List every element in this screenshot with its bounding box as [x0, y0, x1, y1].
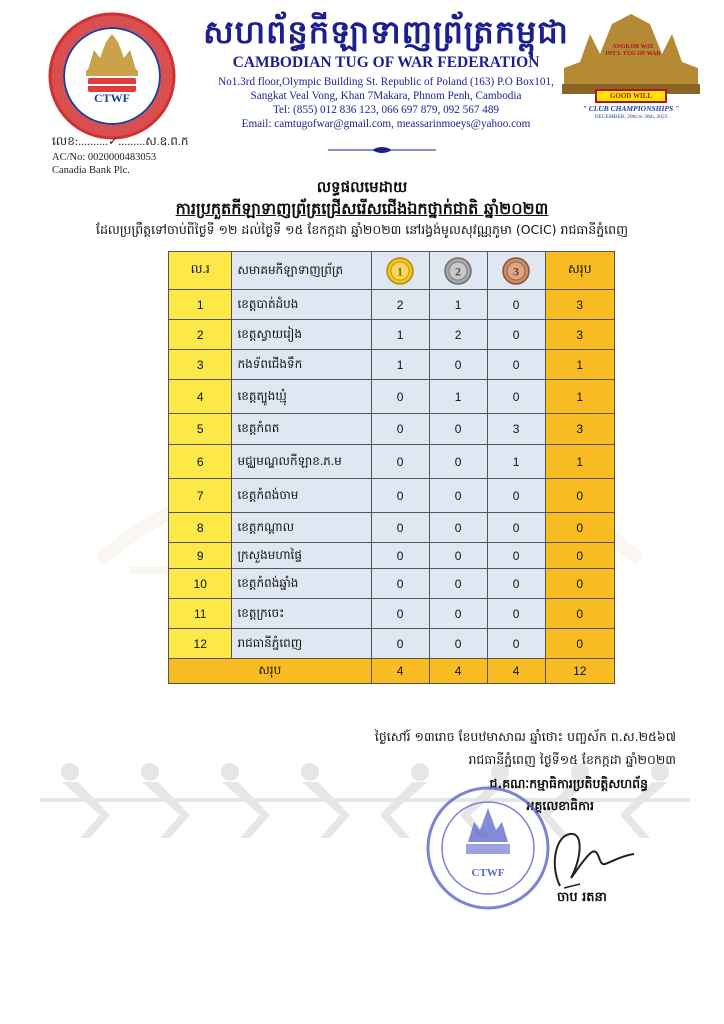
stamp-text: CTWF — [471, 867, 505, 879]
medal-table — [168, 251, 615, 684]
association-name: ខេត្តក្រចេះ — [232, 599, 371, 629]
row-number: 10 — [169, 569, 232, 599]
row-number: 8 — [169, 513, 232, 543]
association-name: កងទ័ពជើងទឹក — [232, 350, 371, 380]
row-number: 5 — [169, 414, 232, 445]
association-name: មជ្ឈមណ្ឌលកីឡាខ.ភ.ម — [232, 445, 371, 479]
silver-count: 0 — [429, 513, 487, 543]
header-silver — [429, 252, 487, 290]
total-count: 0 — [545, 513, 614, 543]
header-number: ល.រ — [169, 252, 232, 290]
svg-text:1: 1 — [397, 264, 404, 278]
federation-name-khmer: សហព័ន្ធកីឡាទាញព្រ័ត្រកម្ពុជា — [203, 13, 569, 51]
gold-count: 0 — [371, 599, 429, 629]
bronze-count: 0 — [487, 380, 545, 414]
logo-text: CTWF — [94, 91, 130, 105]
header-total: សរុប — [545, 252, 614, 290]
table-row — [169, 290, 615, 320]
association-name: រាជធានីភ្នំពេញ — [232, 629, 371, 659]
header-bronze — [487, 252, 545, 290]
association-name: ខេត្តកំពត — [232, 414, 371, 445]
row-number: 6 — [169, 445, 232, 479]
silver-count: 1 — [429, 380, 487, 414]
gold-count: 1 — [371, 350, 429, 380]
table-row — [169, 320, 615, 350]
silver-count: 0 — [429, 479, 487, 513]
committee-title: ជ.គណៈកម្មាធិការប្រតិបត្តិសហព័ន្ធ — [489, 776, 648, 791]
bronze-count: 0 — [487, 569, 545, 599]
association-name: ខេត្តកំពង់ឆ្នាំង — [232, 569, 371, 599]
email: Email: camtugofwar@gmail.com, meassarinmoeys@yahoo.com — [241, 118, 531, 130]
total-count: 0 — [545, 543, 614, 569]
telephone: Tel: (855) 012 836 123, 066 697 879, 092 567 489 — [272, 104, 500, 116]
gold-count: 0 — [371, 629, 429, 659]
table-row — [169, 599, 615, 629]
event-description: ដែលប្រព្រឹត្តទៅចាប់ពីថ្ងៃទី ១២ ដល់ថ្ងៃទី ១៥ ខែកក្កដា ឆ្នាំ២០២៣ នៅរង្វង់មូលសុវណ្ណភូមា (OCIC) រាជធានីភ្នំពេញ — [96, 222, 628, 237]
bronze-count: 0 — [487, 320, 545, 350]
total-count: 3 — [545, 320, 614, 350]
totals-bronze: 4 — [487, 659, 545, 684]
table-row — [169, 479, 615, 513]
address-line-1: No1.3rd floor,Olympic Building St. Republic of Poland (163) P.O Box101, — [218, 76, 554, 88]
address-line-2: Sangkat Veal Vong, Khan 7Makara, Phnom Penh, Cambodia — [250, 90, 522, 102]
table-row — [169, 629, 615, 659]
handwritten-signature — [530, 826, 640, 896]
address-block — [196, 75, 576, 131]
reference-number: លេខ:..........✓.........ស.ឧ.ព.ក — [52, 134, 189, 148]
federation-logo — [48, 12, 176, 140]
totals-silver: 4 — [429, 659, 487, 684]
silver-count: 2 — [429, 320, 487, 350]
silver-medal-icon — [444, 257, 472, 285]
association-name: ខេត្តកណ្ដាល — [232, 513, 371, 543]
silver-count: 0 — [429, 350, 487, 380]
total-count: 1 — [545, 445, 614, 479]
totals-total: 12 — [545, 659, 614, 684]
bronze-count: 0 — [487, 599, 545, 629]
gold-count: 0 — [371, 543, 429, 569]
gold-count: 0 — [371, 513, 429, 543]
account-number: AC/No: 0020000483053 — [52, 152, 157, 163]
total-count: 1 — [545, 380, 614, 414]
row-number: 12 — [169, 629, 232, 659]
bronze-count: 1 — [487, 445, 545, 479]
header-gold — [371, 252, 429, 290]
association-name: ខេត្តបាត់ដំបង — [232, 290, 371, 320]
place-and-date: រាជធានីភ្នំពេញ ថ្ងៃទី១៥ ខែកក្កដា ឆ្នាំ២០២៣ — [468, 752, 676, 767]
silver-count: 0 — [429, 414, 487, 445]
row-number: 2 — [169, 320, 232, 350]
document-title: លទ្ធផលមេដាយ — [316, 178, 408, 196]
badge-event-name: ANGKOR WAT INT'L TUG OF WAR — [605, 44, 661, 57]
total-count: 3 — [545, 414, 614, 445]
bronze-count: 0 — [487, 629, 545, 659]
row-number: 3 — [169, 350, 232, 380]
table-row — [169, 445, 615, 479]
header-association: សមាគមកីឡាទាញព្រ័ត្រ — [232, 252, 371, 290]
bronze-count: 0 — [487, 290, 545, 320]
badge-dates: DECEMBER, 20th to 30th, 2023 — [594, 114, 668, 120]
gold-count: 2 — [371, 290, 429, 320]
gold-count: 0 — [371, 479, 429, 513]
federation-name-english: CAMBODIAN TUG OF WAR FEDERATION — [232, 54, 540, 71]
row-number: 9 — [169, 543, 232, 569]
row-number: 1 — [169, 290, 232, 320]
signer-name: ចាប រតនា — [557, 890, 607, 905]
table-row — [169, 569, 615, 599]
table-row — [169, 350, 615, 380]
bronze-count: 0 — [487, 350, 545, 380]
totals-gold: 4 — [371, 659, 429, 684]
ornament-divider — [328, 146, 436, 154]
table-row — [169, 380, 615, 414]
totals-label: សរុប — [169, 659, 372, 684]
table-header-row — [169, 252, 615, 290]
association-name: ខេត្តកំពង់ចាម — [232, 479, 371, 513]
badge-goodwill: GOOD WILL — [609, 92, 653, 100]
totals-row — [169, 659, 615, 684]
gold-count: 0 — [371, 569, 429, 599]
svg-text:3: 3 — [513, 264, 520, 278]
table-row — [169, 543, 615, 569]
table-body — [169, 290, 615, 659]
badge-club-championships: " CLUB CHAMPIONSHIPS " — [582, 104, 680, 113]
silver-count: 0 — [429, 543, 487, 569]
signer-position: អគ្គលេខាធិការ — [526, 798, 594, 813]
bank-account — [52, 151, 156, 177]
silver-count: 1 — [429, 290, 487, 320]
association-name: ខេត្តស្វាយរៀង — [232, 320, 371, 350]
total-count: 1 — [545, 350, 614, 380]
table-row — [169, 414, 615, 445]
total-count: 0 — [545, 479, 614, 513]
lunar-date: ថ្ងៃសៅរ៍ ១៣រោច ខែបឋមាសាឍ ឆ្នាំថោះ បញ្ចស័ក ព.ស.២៥៦៧ — [374, 729, 676, 744]
silver-count: 0 — [429, 599, 487, 629]
svg-text:2: 2 — [455, 264, 462, 278]
table-row — [169, 513, 615, 543]
total-count: 3 — [545, 290, 614, 320]
total-count: 0 — [545, 569, 614, 599]
row-number: 11 — [169, 599, 232, 629]
association-name: ខេត្តត្បូងឃ្មុំ — [232, 380, 371, 414]
gold-count: 1 — [371, 320, 429, 350]
bronze-count: 3 — [487, 414, 545, 445]
bronze-count: 0 — [487, 513, 545, 543]
gold-count: 0 — [371, 445, 429, 479]
association-name: ក្រសួងមហាផ្ទៃ — [232, 543, 371, 569]
row-number: 7 — [169, 479, 232, 513]
silver-count: 0 — [429, 445, 487, 479]
silver-count: 0 — [429, 569, 487, 599]
total-count: 0 — [545, 599, 614, 629]
bronze-count: 0 — [487, 479, 545, 513]
total-count: 0 — [545, 629, 614, 659]
bronze-medal-icon — [502, 257, 530, 285]
gold-medal-icon — [386, 257, 414, 285]
bank-name: Canadia Bank Plc. — [52, 165, 130, 176]
document-subtitle: ការប្រកួតកីឡាទាញព្រ័ត្រជ្រើសរើសជើងឯកថ្នាក់ជាតិ ឆ្នាំ២០២៣ — [175, 199, 549, 218]
bronze-count: 0 — [487, 543, 545, 569]
gold-count: 0 — [371, 414, 429, 445]
silver-count: 0 — [429, 629, 487, 659]
row-number: 4 — [169, 380, 232, 414]
gold-count: 0 — [371, 380, 429, 414]
